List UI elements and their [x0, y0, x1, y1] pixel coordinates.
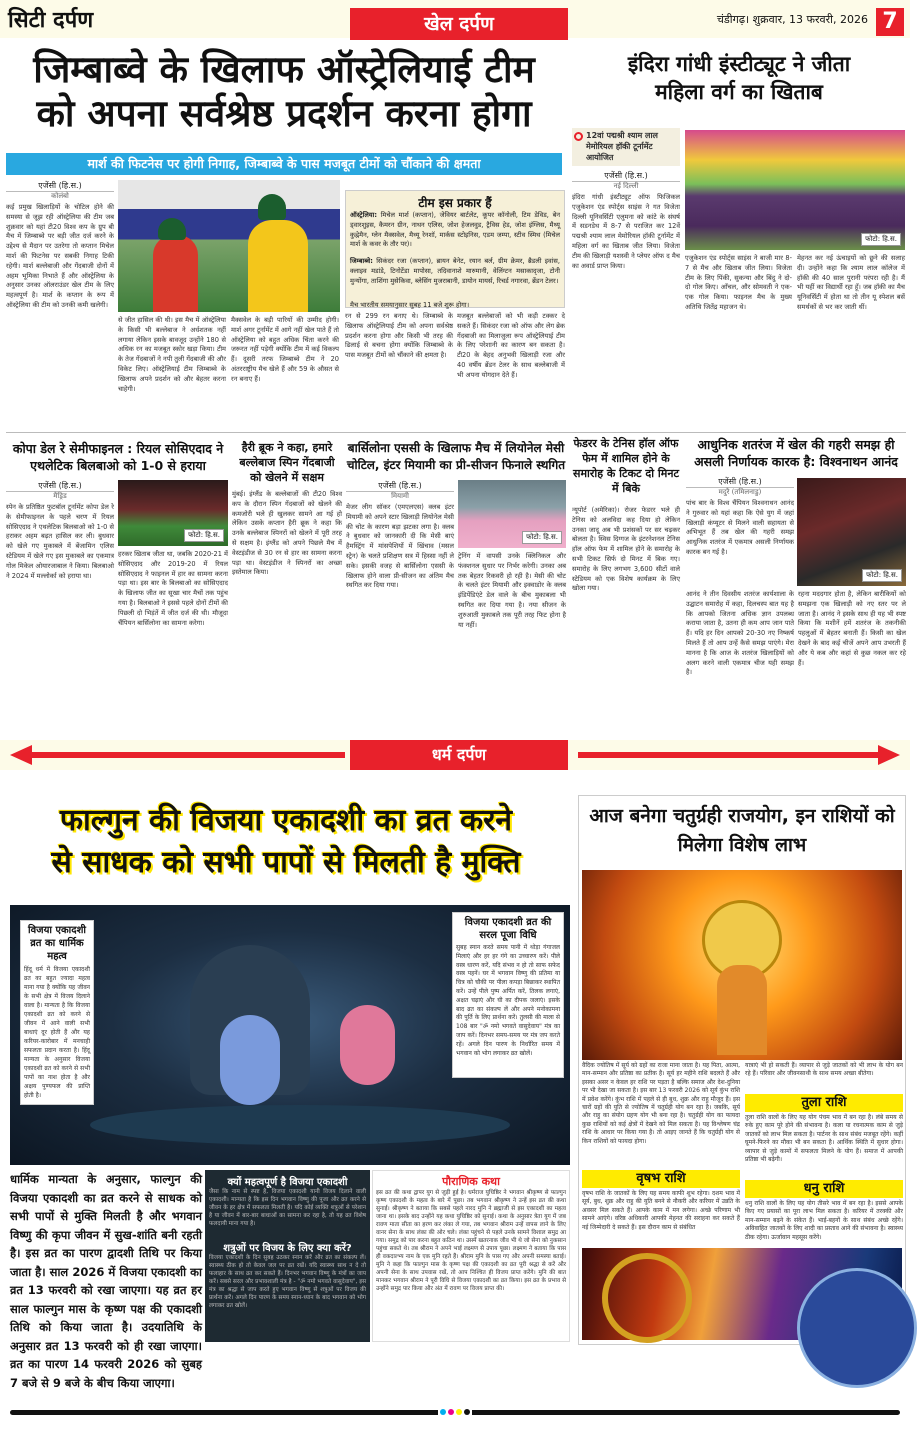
federer-headline: फेडरर के टेनिस हॉल ऑफ फेम में शामिल होने के समारोह के टिकट दो मिनट में बिके	[573, 437, 679, 495]
box-title: क्यों महत्वपूर्ण है विजया एकादशी	[227, 1177, 348, 1188]
messi-photo	[458, 480, 566, 548]
box-body: विजया एकादशी के दिन सुबह उठकर स्नान करें और व्रत का संकल्प लें। स्वास्थ्य ठीक हो तो केवल जल पर व्रत रखें। यदि स्वास्थ्य साथ न दे तो फलाहार के साथ व्रत कर सकते हैं। दिनभर भगवान विष्णु के मंत्रों का जाप करें। सबसे सरल और प्रभावशाली मंत्र है - "ॐ नमो भगवते वासुदेवाय", इस मंत्र का श्रद्धा से जाप करते हुए भगवान विष्णु से शत्रुओं पर विजय की प्रार्थना करें। अगले दिन पारण के समय स्नान-ध्यान के बाद भगवान को भोग लगाकर व्रत खोलें।	[209, 1255, 366, 1309]
article-body: मेजर लीग सॉकर (एमएलएस) क्लब इंटर मियामी को अपने स्टार खिलाड़ी लियोनेल मेसी की चोट के कारण बड़ा झटका लगा है। क्लब ने बुधवार को जानकारी दी कि मेसी बाएं हैमस्ट्रिंग में मांसपेशियों में खिंचाव (मसल स्ट्रेन) के चलते प्रशिक्षण सत्र में हिस्सा नहीं ले सके। इसकी वजह से बार्सिलोना एससी के खिलाफ होने वाला प्री-सीजन का अंतिम मैच स्थगित कर दिया गया।	[346, 503, 454, 590]
byline: एजेंसी (हि.स.)	[378, 481, 422, 490]
rashi-title-dhanu: धनु राशि	[745, 1180, 903, 1198]
article-body: न्यूपोर्ट (अमेरिका)। रोजर फेडरर भले ही टेनिस को अलविदा कह दिया हो लेकिन उनका जादू अब भी प्रशंसकों पर सर चढ़कर बोलता है। स्विस दिग्गज के इंटरनेशनल टेनिस हॉल ऑफ फेम में शामिल होने के समारोह के सभी टिकट सिर्फ दो मिनट में बिक गए। समारोह के लिए लगभग 3,600 सीटों वाले स्टेडियम को एक विशेष कार्यक्रम के लिए खोला गया।	[572, 506, 680, 593]
katha-box	[372, 1170, 570, 1342]
cricket-photo	[118, 180, 340, 312]
article-body: पांच बार के विश्व चैंपियन विश्वनाथन आनंद ने गुरुवार को यहां कहा कि ऐसे युग में जहां खिलाड़ी कंप्यूटर से मिलने वाली सहायता से अभिभूत हैं तब खेल की गहरी समझ आधुनिक शतरंज में एकमात्र असली निर्णायक कारक बन गई है।	[686, 499, 794, 556]
byline: एजेंसी (हि.स.)	[38, 181, 82, 190]
section-tab-sports: खेल दर्पण	[350, 8, 568, 40]
byline: एजेंसी (हि.स.)	[604, 171, 648, 180]
hockey-headline	[572, 50, 906, 106]
arrow-right-icon	[578, 745, 900, 765]
byline: एजेंसी (हि.स.)	[718, 477, 762, 486]
dharma-lead-text: धार्मिक मान्यता के अनुसार, फाल्गुन की विजया एकादशी का व्रत करने से साधक को सभी पापों से मुक्ति मिलती है और भगवान विष्णु की कृपा जीवन में सुख-शांति बनी रहती है। इस व्रत का पारण द्वादशी तिथि पर किया जाता है। साल 2026 में विजया एकादशी का व्रत 13 फरवरी को रखा जाएगा। यह व्रत हर साल फाल्गुन मास के कृष्ण पक्ष की एकादशी तिथि को किया जाता है। उदयातिथि के अनुसार व्रत 13 फरवरी को ही रखा जाएगा। व्रत का पारण 14 फरवरी 2026 को सुबह 7 बजे से 9 बजे के बीच किया जाएगा।	[10, 1172, 202, 1390]
article-body: मेहनत कर नई ऊंचाइयों को छूने की सलाह दी। उन्होंने कहा कि श्याम लाल कॉलेज में हॉकी की 40 साल पुरानी परंपरा रही है। मैं भी यहीं का विद्यार्थी रहा हूँ। जब हॉकी का मैच यूनिवर्सिटी में होता था तो तीन यू स्पेशल बसें समर्थकों से भर कर जाती थीं।	[797, 254, 905, 311]
article-body: ट्रेनिंग में वापसी उनके क्लिनिकल और फंक्शनल सुधार पर निर्भर करेगी। उनका अब तक बेहतर रिकवरी हो रही है। मेसी की चोट के चलते इंटर मियामी और इक्वाडोर के क्लब इंडिपेंडिएंटे डेल वाले के बीच मुकाबला भी स्थगित कर दिया गया है। नया सीजन के शुरुआती मुकाबले तक पूरी तरह फिट होना है या नहीं।	[458, 552, 566, 629]
dharma-headline-line-1: फाल्गुन की विजया एकादशी का व्रत करने	[59, 803, 513, 838]
arrow-left-icon	[10, 745, 345, 765]
dark-box-why	[205, 1170, 370, 1342]
hockey-highlight	[572, 128, 680, 166]
team-box-note: मैच भारतीय समयानुसार सुबह 11 बजे शुरू होगा।	[350, 301, 470, 309]
box-body: हिंदू धर्म में विजया एकादशी व्रत का बहुत ज्यादा महत्व माना गया है क्योंकि यह जीवन के सभी क्षेत्र में विजय दिलाने वाला है। मान्यता है कि विजया एकादशी व्रत को करने से जीवन में आने वाली सभी बाधाएं दूर होती हैं और यह करियर-कारोबार में मनचाही सफलता प्रदान करता है। हिंदू मान्यता के अनुसार विजया एकादशी व्रत को करने से सभी पापों का नाश होता है और अक्षय पुण्यफल की प्राप्ति होती है।	[24, 966, 90, 1099]
dateline-place: कोलंबो	[6, 191, 114, 201]
article-body: से जीत हासिल की थी। इस मैच में ऑस्ट्रेलिया के किसी भी बल्लेबाज ने अर्धशतक नहीं लगाया लेकिन इसके बावजूद उन्होंने 180 से अधिक रन का मजबूत स्कोर खड़ा किया। टीम के तेज गेंदबाजों ने नपी तुली गेंदबाजी की और विकेट लिए। ऑस्ट्रेलियाई टीम जिम्बाब्वे के खिलाफ अपने प्रदर्शन को और बेहतर करना चाहेगी।	[118, 316, 226, 393]
photo-credit: फोटो: हि.स.	[862, 569, 902, 582]
team-list-zimbabwe: सिकंदर रजा (कप्तान), ब्रायन बेनेट, रयान बर्ल, ग्रीम क्रेमर, ब्रैडली इवांस, क्लाइव मडांडे, टिनोटेंडा मापोसा, तदिवानाशे मारुमानी, वेलिंग्टन मसाकाद्जा, टोनी मुन्योंगा, ताशिंगा मुसेकिवा, ब्लेसिंग मुजराबानी, डायोन मायर्स, रिचर्ड नगारवा, ब्रेंडन टेलर।	[350, 257, 560, 285]
hockey-team-photo	[685, 130, 905, 250]
dateline-place: मदुरै (तमिलनाडु)	[686, 487, 794, 497]
article-body: रन से 299 रन बनाए थे। जिम्बाब्वे के खिलाफ ऑस्ट्रेलियाई टीम को अपना सर्वश्रेष्ठ प्रदर्शन करना होगा और किसी भी तरह की ढिलाई से बचना होगा क्योंकि जिम्बाब्वे के पास मजबूत टीमों को चौंकाने की क्षमता है।	[345, 312, 453, 360]
hockey-headline-line-1: इंदिरा गांधी इंस्टीट्यूट ने जीता	[627, 52, 851, 76]
dateline: चंडीगढ़। शुक्रवार, 13 फरवरी, 2026	[716, 13, 868, 26]
team-box	[345, 190, 565, 308]
chess-headline: आधुनिक शतरंज में खेल की गहरी समझ ही असली निर्णायक कारक है: विश्वनाथन आनंद	[694, 437, 898, 469]
lead-headline	[6, 48, 562, 136]
copa-headline: कोपा डेल रे सेमीफाइनल : रियल सोसिएदाद ने एथलेटिक बिलबाओ को 1-0 से हराया	[12, 441, 224, 473]
divider	[6, 432, 906, 433]
rashi-intro-cont: यात्राएं भी हो सकती हैं। व्यापार से जुड़े जातकों को भी लाभ के योग बन रहे हैं। परिवार और जीवनसाथी के साथ समय अच्छा बीतेगा।	[745, 1062, 903, 1078]
box-body: सुबह स्नान करते समय पानी में थोड़ा गंगाजल मिलाएं और हर हर गंगे का उच्चारण करें। पीले वस्त्र धारण करें, यदि संभव न हो तो साफ सफेद वस्त्र पहनें। घर में भगवान विष्णु की प्रतिमा या चित्र को चौकी पर पीला कपड़ा बिछाकर स्थापित करें। उन्हें पीले पुष्प अर्पित करें, तिलक लगाएं, अक्षत चढ़ाएं और घी का दीपक जलाएं। इसके बाद व्रत का संकल्प लें और अपने मनोकामना की पूर्ति के लिए प्रार्थना करें। तुलसी की माला से 108 बार "ॐ नमो भगवते वासुदेवाय" मंत्र का जाप करें। दिनभर समय-समय पर मंत्र जप करते रहें। अगले दिन पारण के निर्धारित समय में भगवान को भोग लगाकर व्रत खोलें।	[456, 944, 560, 1057]
photo-credit: फोटो: हि.स.	[522, 531, 562, 544]
team-list-australia: मिचेल मार्श (कप्तान), जेवियर बार्टलेट, कूपर कॉनोली, टिम डेविड, बेन ड्वारशुइस, कैमरन ग्रीन, नाथन एलिस, जोश हेजलवुड, ट्रैविस हेड, जोश इंग्लिस, मैथ्यू कुह्नेमैन, ग्लेन मैक्सवेल, मैथ्यू रेनशॉ, मार्कस स्टोइनिस, एडम जम्पा, स्टीव स्मिथ (मिचेल मार्श के कवर के तौर पर)।	[350, 211, 560, 249]
hockey-headline-line-2: महिला वर्ग का खिताब	[655, 80, 823, 104]
anand-photo	[797, 478, 906, 586]
footer-color-marks	[438, 1408, 472, 1417]
article-body: आनंद ने तीन दिवसीय शतरंज कार्यशाला के उद्घाटन समारोह में कहा, दिलचस्प बात यह है कि आपको जितना अधिक ज्ञान उपलब्ध कराया जाता है, उतना ही कम आप जान पाते हैं। यदि हर दिन आपको 20-30 नए निष्कर्ष मिलते हैं तो आप उन्हें कैसे समझ पाएंगे। मेरा मानना है कि आज के शतरंज खिलाड़ियों को अलग करने वाली एकमात्र चीज यही समझ है।	[686, 590, 794, 677]
messi-headline: बार्सिलोना एससी के खिलाफ मैच में लियोनेल मेसी चोटिल, इंटर मियामी का प्री-सीजन फिनाले स्थगित	[346, 441, 566, 472]
page-number: 7	[876, 8, 904, 36]
harry-brook-headline: हैरी ब्रूक ने कहा, हमारे बल्लेबाज स्पिन गेंदबाजी को खेलने में सक्षम	[239, 441, 335, 484]
newspaper-logo: सिटी दर्पण	[8, 7, 94, 33]
article-body: मजबूत बल्लेबाजों को भी कड़ी टक्कर दे सकते हैं। सिकंदर रजा को ऑफ और लेग ब्रेक गेंदबाजी का मिलाजुला रूप ऑस्ट्रेलियाई टीम के लिए परेशानी का कारण बन सकता है। टी20 के बेहद अनुभवी खिलाड़ी रजा और 40 वर्षीय ब्रेंडन टेलर के साथ बल्लेबाजी में भी अपना योगदान देते हैं।	[457, 312, 565, 379]
article-body: हरकर खिताब जीता था, जबकि 2020-21 में सोसिएदाद और 2019-20 में रियल सोसिएदाद ने फाइनल में हार का सामना करना पड़ा था। इस बार के बिलबाओ का सोसिएदाद के खिलाफ जीत का सूखा चार मैचों तक पहुंच गया है। बिलबाओ ने इससे पहले दोनों टीमों की पिछली दो भिड़ंतें में जीत दर्ज की थी। मौजूदा चैंपियन बार्सिलोना का सामना करेगा।	[118, 550, 228, 627]
box-body: इस व्रत की कथा द्वापर युग से जुड़ी हुई है। धर्मराज युधिष्ठिर ने भगवान श्रीकृष्ण से फाल्गुन कृष्ण एकादशी के महत्व के बारे में पूछा। तब भगवान श्रीकृष्ण ने उन्हें इस व्रत की कथा सुनाई। श्रीकृष्ण ने बताया कि सबसे पहले नारद मुनि ने ब्रह्माजी से इस एकादशी का महत्व जाना था। इसके बाद उन्होंने यह कथा युधिष्ठिर को सुनाई। कथा के अनुसार त्रेता युग में जब रावण माता सीता का हरण कर लंका ले गया, तब भगवान श्रीराम उन्हें वापस लाने के लिए वानर सेना के साथ लंका की ओर चले। लंका पहुंचने से पहले उनके सामने विशाल समुद्र आ गया। समुद्र को पार करना बहुत कठिन था। उसमें खतरनाक जीव भी थे जो सेना को नुकसान पहुंचा सकते थे। तब श्रीराम ने अपने भाई लक्ष्मण से उपाय पूछा। लक्ष्मण ने बताया कि पास ही वकदाल्भ्य नाम के एक मुनि रहते हैं। श्रीराम मुनि के पास गए और अपनी समस्या बताई। मुनि ने कहा कि फाल्गुन मास के कृष्ण पक्ष की एकादशी का व्रत पूरी श्रद्धा से करें और अपनी सेना के साथ उपवास रखें, तो आप निश्चित ही विजय प्राप्त करेंगे। मुनि की बात मानकर भगवान श्रीराम ने पूरी विधि से विजया एकादशी का व्रत किया। इस व्रत के प्रभाव से उन्होंने समुद्र पार किया और अंत में रावण पर विजय प्राप्त की।	[376, 1190, 566, 1292]
hockey-highlight-text: 12वां पद्मश्री श्याम लाल मेमोरियल हॉकी टूर्नामेंट आयोजित	[586, 131, 658, 162]
dharma-headline-line-2: से साधक को सभी पापों से मिलती है मुक्ति	[51, 845, 521, 880]
team-box-title: टीम इस प्रकार हैं	[418, 196, 492, 210]
dateline-place: मैड्रिड	[6, 491, 114, 501]
article-body: कई प्रमुख खिलाड़ियों के चोटिल होने की समस्या से जूझ रही ऑस्ट्रेलिया की टीम जब शुक्रवार को यहां टी20 विश्व कप के ग्रुप बी मैच में जिम्बाब्वे पर बड़ी जीत दर्ज करने के उद्देश्य से मैदान पर उतरेगा तो कप्तान मिचेल मार्श की फिटनेस पर सबकी निगाह टिकी रहेगी। मार्श बल्लेबाजी और गेंदबाजी दोनों में अहम भूमिका निभाते हैं और ऑस्ट्रेलिया के अनुसार उनका ऑलराउंडर खेल टीम के लिए महत्वपूर्ण है। मार्श के कप्तान के रूप में ऑस्ट्रेलिया की टीम को उनकी कमी खलेगी।	[6, 203, 114, 309]
rashi-body-vrishabh: वृषभ राशि के जातकों के लिए यह समय काफी शुभ रहेगा। दशम भाव में सूर्य, बुध, शुक्र और राहु की युति बनने से नौकरी और करियर में उन्नति के अवसर मिल सकते हैं। आपके काम में मन लगेगा। अच्छे परिणाम भी सामने आएंगे। वरिष्ठ अधिकारी आपकी मेहनत की सराहना कर सकते हैं नई जिम्मेदारी दे सकते हैं। इस दौरान काम से संबंधित	[582, 1190, 740, 1231]
rashi-body-tula: तुला राशि वालों के लिए यह योग पंचम भाव में बन रहा है। लंबे समय से रुके हुए काम पूरे होने की संभावना है। कला या रचनात्मक काम से जुड़े जातकों को लाभ मिल सकता है। पार्टनर के साथ संबंध मजबूत रहेंगे। कहीं घूमने-फिरने का मौका भी बन सकता है। आर्थिक स्थिति में सुधार होगा। व्यापार से जुड़े कामों में सफलता मिलने के योग हैं। समाज में आपकी प्रतिष्ठा भी बढ़ेगी।	[745, 1114, 903, 1164]
article-body: मैक्सवेल के बड़ी पारियों की उम्मीद होगी। मार्श अगर टूर्नामेंट में आगे नहीं खेल पाते हैं तो ऑस्ट्रेलिया को बहुत अधिक चिंता करने की जरूरत नहीं पड़ेगी क्योंकि टीम में कई विकल्प हैं। दूसरी तरफ जिम्बाब्वे टीम ने 20 अंतरराष्ट्रीय मैच खेले हैं और 59 के औसत से रन बनाए हैं।	[231, 316, 339, 383]
photo-credit: फोटो: हि.स.	[184, 529, 224, 542]
box-body: जैसा कि नाम से स्पष्ट है, विजया एकादशी यानी विजय दिलाने वाली एकादशी। मान्यता है कि इस दिन भगवान विष्णु की पूजा और व्रत करने से जीवन के हर क्षेत्र में सफलता मिलती है। यदि कोई व्यक्ति शत्रुओं से परेशान है या जीवन में बार-बार बाधाओं का सामना कर रहा है, तो यह व्रत विशेष फलदायी माना गया है।	[209, 1189, 366, 1227]
article-body: मुंबई। इंग्लैंड के बल्लेबाजों की टी20 विश्व कप के दौरान स्पिन गेंदबाजों को खेलने की कमजोरी भले ही खुलकर सामने आ गई हो लेकिन उसके कप्तान हैरी ब्रूक ने कहा कि उनके बल्लेबाज स्पिनरों को खेलने में पूरी तरह से सक्षम है। इंग्लैंड को अपने पिछले मैच में वेस्टइंडीज से 30 रन से हार का सामना करना पड़ा था। वेस्टइंडीज ने स्पिनरों का अच्छा इस्तेमाल किया।	[232, 490, 342, 577]
football-photo	[118, 480, 228, 546]
rashi-title-tula: तुला राशि	[745, 1094, 903, 1112]
box-title: शत्रुओं पर विजय के लिए क्या करें?	[223, 1243, 352, 1254]
article-body: स्पेन के प्रतिष्ठित फुटबॉल टूर्नामेंट कोपा डेल रे के सेमीफाइनल के पहले चरण में रियल सोसिएदाद ने एथलेटिक बिलबाओ को 1-0 से हराकर अहम बढ़त हासिल कर ली। बुधवार को खेले गए मुकाबले में बेंजामिन एलिस स्टेडियम में खेले गए इस मुकाबले का एकमात्र गोल मिकेल ओयारजाबाल ने किया। बिलबाओ ने 2024 में मल्लोर्का को हराया था।	[6, 503, 114, 580]
article-body: एजुकेशन एंड स्पोर्ट्स साइंस ने बाजी मार 8-7 से मैच और खिताब जीत लिया। विजेता टीम के लिए पिंकी, सुकन्या और बिंदु ने दो- दो गोल किए। आँचल, और सोमवती ने एक-एक गोल किया। फाइनल मैच के मुख्य अतिथि जितेंद्र महाजन थे।	[685, 254, 792, 311]
box-title: पौराणिक कथा	[442, 1175, 500, 1188]
bullet-circle-icon	[574, 132, 583, 141]
photo-credit: फोटो: हि.स.	[861, 233, 901, 246]
lead-subhead: मार्श की फिटनेस पर होगी निगाह, जिम्बाब्वे के पास मजबूत टीमों को चौंकाने की क्षमता	[6, 153, 562, 175]
sidebar-box-significance	[20, 920, 94, 1105]
lead-headline-line-2: को अपना सर्वश्रेष्ठ प्रदर्शन करना होगा	[36, 92, 532, 135]
rashi-intro: वैदिक ज्योतिष में सूर्य को ग्रहों का राजा माना जाता है। यह पिता, आत्मा, मान-सम्मान और प्रतिष्ठा का प्रतीक है। सूर्य हर महीने राशि बदलते हैं और इसका असर न केवल हर राशि पर पड़ता है बल्कि समाज और देश-दुनिया पर भी देखा जा सकता है। इस बार 13 फरवरी 2026 को सूर्य कुंभ राशि में प्रवेश करेंगे। कुंभ राशि में पहले से ही बुध, शुक्र और राहु मौजूद हैं। इस चारों ग्रहों की युति से ज्योतिष में चतुर्ग्रही योग बन रहा है। जबकि, सूर्य और राहु का संयोग ग्रहण योग भी बना रहा है। चतुर्ग्रही योग का फायदा कुछ राशियों को कई क्षेत्रों में देखने को मिल सकता है। यह विश्लेषण चंद्र राशि के आधार पर किया गया है। तो आइए जानते हैं कि चतुर्ग्रही योग से किन राशियों को फायदा होगा।	[582, 1062, 740, 1145]
rashi-title-vrishabh: वृषभ राशि	[582, 1170, 740, 1188]
article-body: रहना मददगार होता है, लेकिन बारीकियों को समझना एक खिलाड़ी को नए स्तर पर ले जाता है। आनंद ने इसके साथ ही यह भी स्पष्ट किया कि मशीनें हमें शतरंज के तकनीकी पहलुओं में बेहतर बनाती हैं। किसी का खेल देखने के बाद कई चीजें अपने आप उभरती हैं और ये कब और कहां से कुछ नकल कर रहे हैं।	[798, 590, 906, 667]
byline: एजेंसी (हि.स.)	[38, 481, 82, 490]
dateline-place: मियामी	[346, 491, 454, 501]
section-tab-religion: धर्म दर्पण	[350, 740, 568, 770]
rashi-headline: आज बनेगा चतुर्ग्रही राजयोग, इन राशियों को मिलेगा विशेष लाभ	[589, 805, 895, 856]
box-title: विजया एकादशी व्रत की सरल पूजा विधि	[464, 917, 552, 941]
rashi-body-dhanu: धनु राशि वालों के लिए यह योग तीसरे भाव में बन रहा है। इससे आपके किए गए प्रयासों का पूरा लाभ मिल सकता है। करियर में तरक्की और मान-सम्मान बढ़ने के संकेत हैं। भाई-बहनों के साथ संबंध अच्छे रहेंगे। अविवाहित जातकों के लिए शादी का प्रस्ताव आने की संभावना है। स्वास्थ्य ठीक रहेगा। ऊर्जावान महसूस करेंगे।	[745, 1200, 903, 1241]
dharma-headline	[8, 800, 564, 884]
dateline-place: नई दिल्ली	[572, 181, 680, 191]
sidebar-box-puja-vidhi	[452, 912, 564, 1078]
box-title: विजया एकादशी व्रत का धार्मिक महत्व	[28, 925, 86, 962]
article-body: इंदिरा गांधी इंस्टीट्यूट ऑफ फिजिकल एजुकेशन एंड स्पोर्ट्स साइंस ने गत विजेता दिल्ली यूनिवर्सिटी एलुमना को कांटे के संघर्ष में सडनडेथ में 8-7 से पराजित कर 12वें पद्मश्री श्याम लाल मेमोरियल हॉकी टूर्नामेंट में महिला वर्ग का खिताब जीत लिया। विजेता टीम की खिलाड़ी यशस्वी ने प्लेयर ऑफ द मैच का अवार्ड प्राप्त किया।	[572, 193, 680, 270]
sun-god-illustration	[582, 870, 902, 1060]
team-label-zimbabwe: जिम्बाब्वे:	[350, 257, 373, 265]
team-label-australia: ऑस्ट्रेलिया:	[350, 211, 377, 219]
lead-headline-line-1: जिम्बाब्वे के खिलाफ ऑस्ट्रेलियाई टीम	[33, 48, 535, 91]
zodiac-wheel-illustration	[582, 1248, 902, 1340]
